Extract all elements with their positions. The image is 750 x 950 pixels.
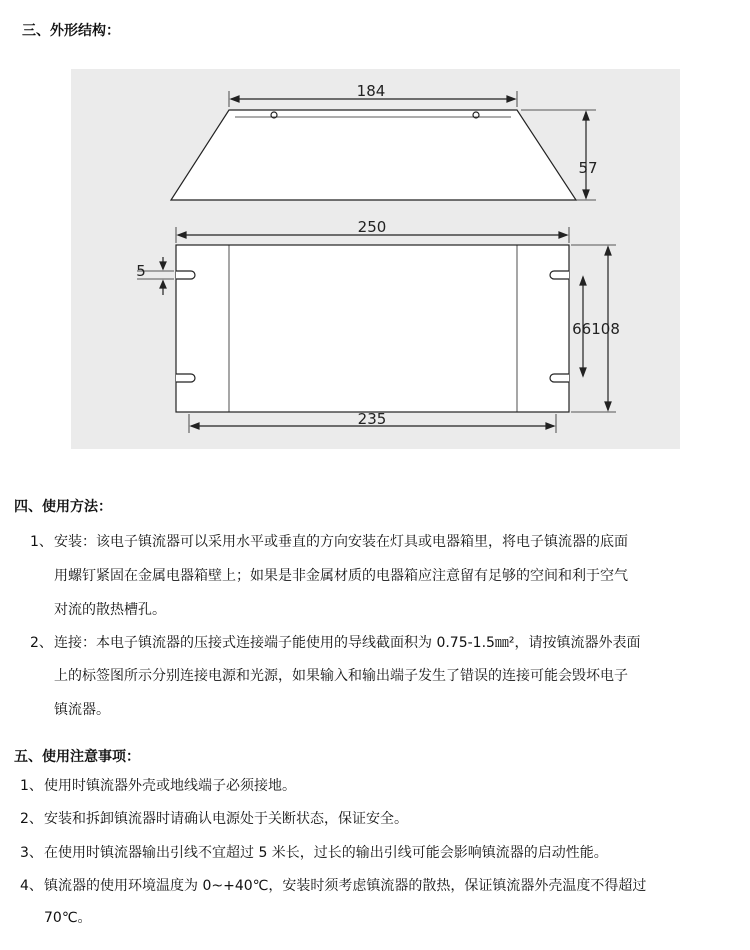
section-4-heading: 四、使用方法： [14,499,112,515]
dim-label-66108: 66108 [572,320,620,338]
usage-item-2-line-3: 镇流器。 [54,702,110,718]
slot-left-bottom [176,374,195,382]
section-5-heading: 五、使用注意事项： [14,749,140,765]
usage-item-2-line-2: 上的标签图所示分别连接电源和光源，如果输入和输出端子发生了错误的连接可能会毁坏电子 [54,668,628,684]
dim-label-57: 57 [578,159,598,177]
slot-left-top [176,271,195,279]
slot-right-bottom [550,374,569,382]
caution-item-1-number: 1、 [20,778,43,794]
dim-label-184: 184 [356,82,386,100]
usage-item-1-line-3: 对流的散热槽孔。 [54,602,166,618]
caution-item-4-line-1: 镇流器的使用环境温度为 0~+40℃，安装时须考虑镇流器的散热，保证镇流器外壳温度不得超过 [44,878,647,894]
caution-item-2-number: 2、 [20,811,43,827]
caution-item-3-number: 3、 [20,845,43,861]
top-view-outline [176,245,569,412]
side-view-outline [171,110,576,200]
slot-right-top [550,271,569,279]
dim-label-250: 250 [357,218,387,236]
usage-item-1-line-1: 安装：该电子镇流器可以采用水平或垂直的方向安装在灯具或电器箱里，将电子镇流器的底面 [54,534,628,550]
caution-item-4-line-2: 70℃。 [44,910,92,926]
dimension-diagram [71,69,680,449]
caution-item-2-text: 安装和拆卸镇流器时请确认电源处于关断状态，保证安全。 [44,811,408,827]
caution-item-4-number: 4、 [20,878,43,894]
usage-item-1-number: 1、 [30,534,53,550]
usage-item-1-line-2: 用螺钉紧固在金属电器箱壁上；如果是非金属材质的电器箱应注意留有足够的空间和利于空气 [54,568,628,584]
dim-label-235: 235 [357,410,387,428]
caution-item-3-text: 在使用时镇流器输出引线不宜超过 5 米长，过长的输出引线可能会影响镇流器的启动性能。 [44,845,608,861]
section-3-heading: 三、外形结构： [22,23,120,39]
usage-item-2-number: 2、 [30,635,53,651]
usage-item-2-line-1: 连接：本电子镇流器的压接式连接端子能使用的导线截面积为 0.75-1.5㎜²，请按镇流器外表面 [54,635,641,651]
caution-item-1-text: 使用时镇流器外壳或地线端子必须接地。 [44,778,296,794]
dim-label-5: 5 [136,262,146,280]
